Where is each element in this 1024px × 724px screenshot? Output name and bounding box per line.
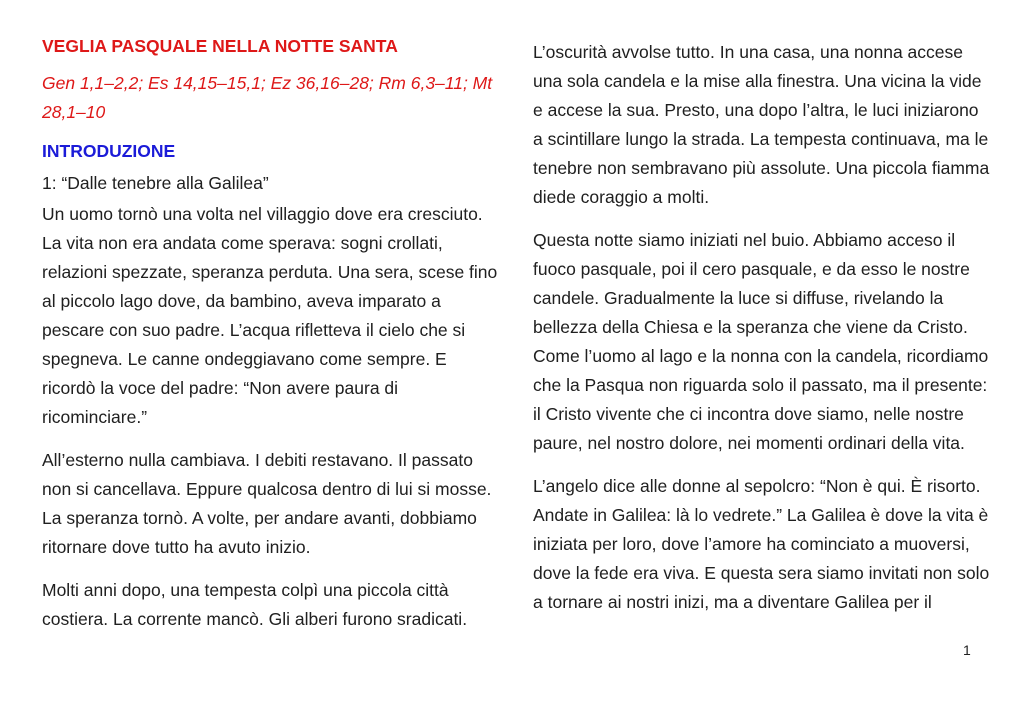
section-heading-introduzione: INTRODUZIONE (42, 141, 176, 161)
left-column (42, 32, 499, 648)
scripture-references: Gen 1,1–2,2; Es 14,15–15,1; Ez 36,16–28; Rm 6,3–11; Mt 28,1–10 (42, 73, 493, 122)
page-number: 1 (963, 642, 971, 658)
body-paragraph: L’oscurità avvolse tutto. In una casa, una nonna accese una sola candela e la mise alla finestra. Una vicina la vide e accese la sua. Presto, una dopo l’altra, le luci iniziarono a scintillare lungo la strada. La tempesta continuava, ma le tenebre non sembravano più assolute. Una piccola fiamma diede coraggio a molti. (533, 42, 990, 207)
two-column-layout (42, 32, 1024, 648)
body-paragraph: Molti anni dopo, una tempesta colpì una piccola città costiera. La corrente mancò. Gli alberi furono sradicati. (42, 580, 468, 629)
document-title: VEGLIA PASQUALE NELLA NOTTE SANTA (42, 36, 398, 56)
part-subtitle: 1: “Dalle tenebre alla Galilea” (42, 173, 269, 193)
right-column (533, 38, 990, 648)
body-paragraph: Questa notte siamo iniziati nel buio. Abbiamo acceso il fuoco pasquale, poi il cero pasquale, e da esso le nostre candele. Gradualmente la luce si diffuse, rivelando la bellezza della Chiesa e la speranza che viene da Cristo. Come l’uomo al lago e la nonna con la candela, ricordiamo che la Pasqua non riguarda solo il passato, ma il presente: il Cristo vivente che ci incontra dove siamo, nelle nostre paure, nel nostro dolore, nei momenti ordinari della vita. (533, 230, 989, 453)
body-paragraph: All’esterno nulla cambiava. I debiti restavano. Il passato non si cancellava. Eppure qualcosa dentro di lui si mosse. La speranza tornò. A volte, per andare avanti, dobbiamo ritornare dove tutto ha avuto inizio. (42, 450, 492, 557)
body-paragraph: L’angelo dice alle donne al sepolcro: “Non è qui. È risorto. Andate in Galilea: là lo vedrete.” La Galilea è dove la vita è iniziata per loro, dove l’amore ha cominciato a muoversi, dove la fede era viva. E questa sera siamo invitati non solo a tornare ai nostri inizi, ma a diventare Galilea per il (533, 476, 990, 612)
body-paragraph: Un uomo tornò una volta nel villaggio dove era cresciuto. La vita non era andata come sperava: sogni crollati, relazioni spezzate, speranza perduta. Una sera, scese fino al piccolo lago dove, da bambino, aveva imparato a pescare con suo padre. L’acqua rifletteva il cielo che si spegneva. Le canne ondeggiavano come sempre. E ricordò la voce del padre: “Non avere paura di ricominciare.” (42, 204, 498, 427)
